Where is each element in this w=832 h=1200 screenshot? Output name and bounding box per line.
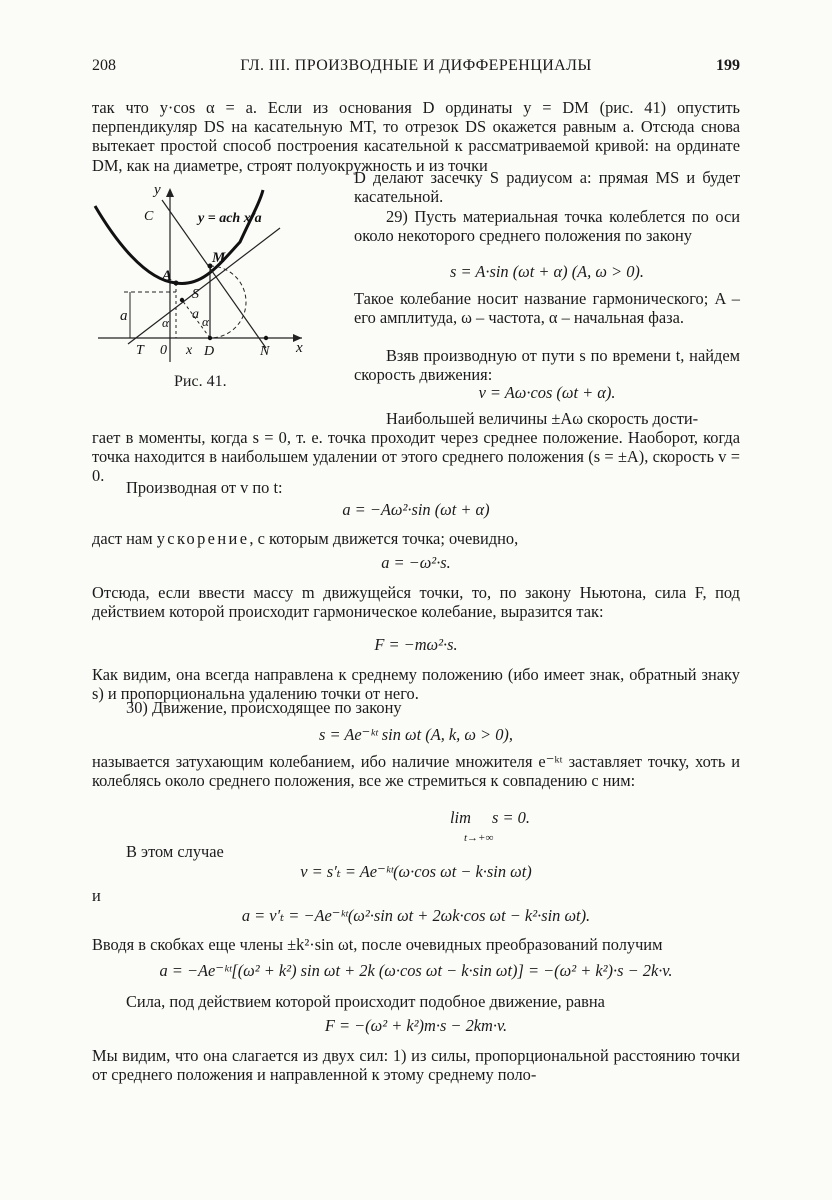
column-text-5: Наибольшей величины ±Aω скорость дости- — [386, 409, 699, 428]
page-number-left: 208 — [92, 57, 116, 74]
limit-subscript: t→+∞ — [464, 832, 494, 844]
point-A — [174, 281, 179, 286]
equation-damped: s = Ae⁻ᵏᵗ sin ωt (A, k, ω > 0), — [319, 725, 513, 744]
equation-acceleration-3: a = v′ₜ = −Ae⁻ᵏᵗ(ω²·sin ωt + 2ωk·cos ωt − k²·sin ωt). — [241, 906, 591, 925]
equation-acceleration-4: a = −Ae⁻ᵏᵗ[(ω² + k²) sin ωt + 2k (ω·cos ωt − k·sin ωt)] = −(ω² + k²)·s − 2k·v. — [159, 961, 673, 980]
y-axis-arrow — [166, 188, 174, 197]
label-alpha-1: α — [162, 315, 169, 330]
label-a-side: a — [120, 308, 128, 324]
column-text-4: Взяв производную от пути s по времени t, найдем скорость движения: — [354, 346, 740, 385]
equation-force-1: F = −mω²·s. — [374, 635, 458, 654]
label-a-small: a — [192, 307, 199, 322]
paragraph-2: гает в моменты, когда s = 0, т. е. точка проходит через среднее положение. Наоборот, когда точка находится в наибольшем удалении от этого среднего положения (s = ±A), скорость v = 0. — [92, 428, 740, 486]
chapter-title: ГЛ. III. ПРОИЗВОДНЫЕ И ДИФФЕРЕНЦИАЛЫ — [240, 57, 592, 74]
point-N — [264, 336, 268, 340]
label-O: 0 — [160, 343, 167, 358]
equation-harmonic: s = A·sin (ωt + α) (A, ω > 0). — [450, 262, 644, 281]
label-D: D — [204, 344, 215, 359]
limit-operator: lim — [450, 808, 471, 827]
page-number-right: 199 — [716, 57, 740, 74]
equation-velocity: v = Aω·cos (ωt + α). — [478, 383, 616, 402]
paragraph-11: Вводя в скобках еще члены ±k²·sin ωt, после очевидных преобразований получим — [92, 935, 663, 954]
word-acceleration: ускорение — [156, 529, 250, 548]
label-A: A — [162, 268, 173, 284]
catenary-curve — [95, 190, 263, 283]
figure-41 — [90, 180, 320, 370]
limit-value: s = 0. — [492, 808, 530, 827]
equation-acceleration-1: a = −Aω²·sin (ωt + α) — [342, 500, 490, 519]
paragraph-4-start: даст нам — [92, 529, 153, 548]
paragraph-13: Мы видим, что она слагается из двух сил: 1) из силы, пропорциональной расстоянию точки от среднего положения и направленной к этому среднему поло- — [92, 1046, 740, 1085]
point-S — [180, 298, 184, 302]
label-S: S — [192, 287, 199, 302]
paragraph-8: называется затухающим колебанием, ибо наличие множителя e⁻ᵏᵗ заставляет точку, хоть и колеблясь около среднего положения, все же стремиться к совпадению с ним: — [92, 752, 740, 791]
label-C: C — [144, 209, 154, 224]
paragraph-7: 30) Движение, происходящее по закону — [126, 698, 402, 717]
equation-acceleration-2: a = −ω²·s. — [381, 553, 451, 572]
curve-label: y = ach x/a — [198, 211, 262, 226]
paragraph-12: Сила, под действием которой происходит подобное движение, равна — [126, 992, 605, 1011]
paragraph-9: В этом случае — [126, 842, 224, 861]
label-x: x — [296, 340, 303, 356]
label-x-tick: x — [186, 343, 193, 358]
paragraph-5: Отсюда, если ввести массу m движущейся точки, то, по закону Ньютона, сила F, под действием которой происходит гармоническое колебание, выразится так: — [92, 583, 740, 622]
running-header — [92, 56, 740, 78]
figure-caption: Рис. 41. — [174, 373, 227, 390]
paragraph-6: Как видим, она всегда направлена к среднему положению (ибо имеет знак, обратный знаку s) и пропорциональна удалению точки от него. — [92, 665, 740, 704]
paragraph-4 — [92, 529, 740, 548]
label-y: y — [154, 182, 161, 198]
column-text-3: Такое колебание носит название гармонического; A – его амплитуда, ω – частота, α – начальная фаза. — [354, 289, 740, 328]
paragraph-10: и — [92, 886, 101, 905]
paragraph-3: Производная от v по t: — [126, 478, 283, 497]
label-alpha-2: α — [202, 314, 209, 329]
label-T: T — [136, 343, 144, 358]
label-M: M — [212, 250, 226, 266]
equation-velocity-2: v = s′ₜ = Ae⁻ᵏᵗ(ω·cos ωt − k·sin ωt) — [300, 862, 532, 881]
label-N: N — [260, 344, 270, 359]
paragraph-1: так что y·cos α = a. Если из основания D ординаты y = DM (рис. 41) опустить перпендикуляр DS на касательную MT, то отрезок DS окажется равным a. Отсюда снова вытекает простой способ построения касательной к рассматриваемой кривой: на ординате DM, как на диаметре, строят полуокружность и из точки — [92, 98, 740, 175]
paragraph-4-end: , с которым движется точка; очевидно, — [249, 529, 519, 548]
column-text-1: D делают засечку S радиусом a: прямая MS и будет касательной. — [354, 168, 740, 207]
point-D — [208, 336, 212, 340]
column-text-2: 29) Пусть материальная точка колеблется по оси около некоторого среднего положения по закону — [354, 207, 740, 246]
equation-force-2: F = −(ω² + k²)m·s − 2km·v. — [324, 1016, 508, 1035]
